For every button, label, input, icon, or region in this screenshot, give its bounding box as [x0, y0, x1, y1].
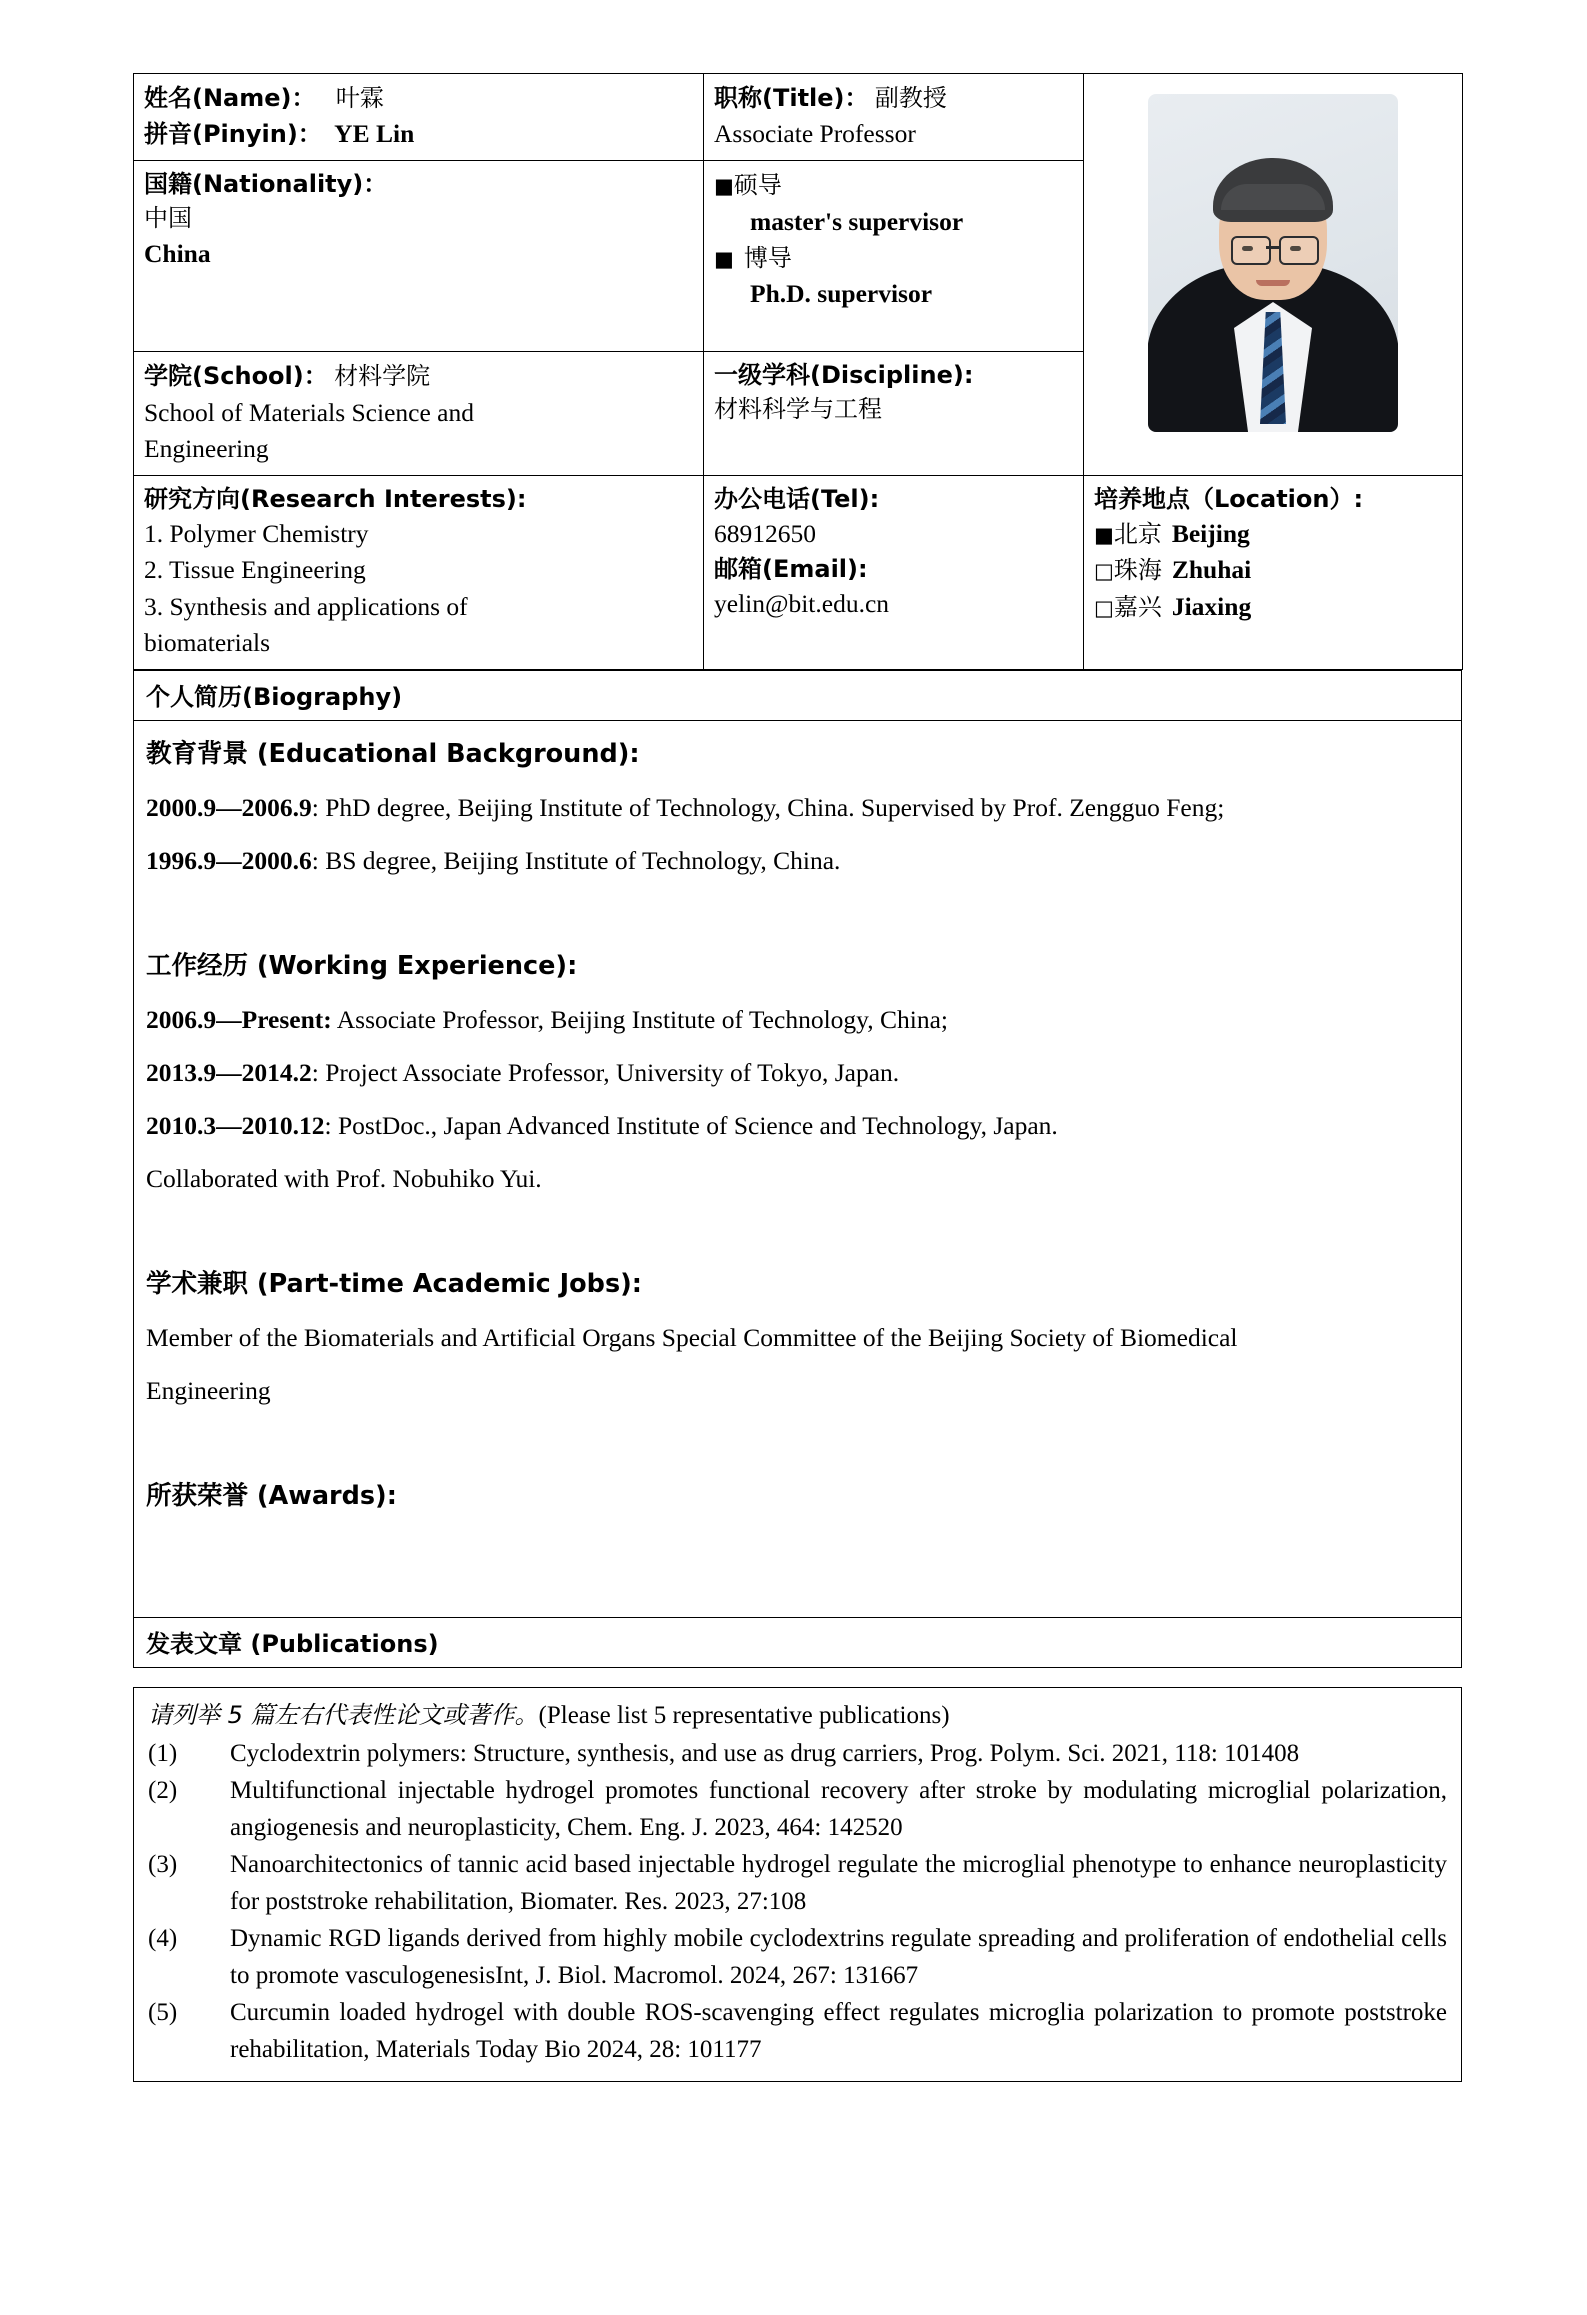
discipline-label: 一级学科(Discipline): [714, 361, 974, 390]
publication-text: Multifunctional injectable hydrogel promotes functional recovery after stroke by modulating microglial polarization, angiogenesis and neuroplasticity, Chem. Eng. J. 2023, 464: 142520 [230, 1777, 1447, 1841]
publication-number: (5) [148, 1999, 178, 2026]
cell-title [704, 74, 1084, 161]
location-option-beijing[interactable] [1094, 516, 1452, 552]
work-entry [146, 1046, 1449, 1099]
cell-contact [704, 476, 1084, 670]
publications-box [133, 1687, 1462, 2082]
list-item [148, 1995, 1447, 2068]
title-english: Associate Professor [714, 119, 916, 149]
parttime-text: Member of the Biomaterials and Artificial Organs Special Committee of the Beijing Society of Biomedical Engineering [146, 1323, 1238, 1406]
biography-header: 个人简历(Biography) [146, 683, 403, 711]
biography-header-row [134, 671, 1462, 721]
cell-photo [1084, 74, 1463, 476]
phd-supervisor-cn: 博导 [743, 243, 792, 272]
checkbox-zhuhai[interactable]: □ [1094, 559, 1114, 584]
work-text: : PostDoc., Japan Advanced Institute of Science and Technology, Japan. [324, 1111, 1058, 1141]
portrait-photo [1148, 94, 1398, 432]
publication-text: Cyclodextrin polymers: Structure, synthesis, and use as drug carriers, Prog. Polym. Sci. 2021, 118: 101408 [230, 1739, 1300, 1767]
checkbox-phd-supervisor[interactable]: ■ [714, 246, 734, 271]
education-text: : BS degree, Beijing Institute of Technology, China. [311, 846, 841, 876]
name-label: 姓名(Name)： [144, 84, 316, 112]
checkbox-beijing[interactable]: ■ [1094, 523, 1114, 548]
spacer-line [146, 1205, 1449, 1258]
work-entry [146, 993, 1449, 1046]
location-option-jiaxing[interactable] [1094, 589, 1452, 625]
work-extra: Collaborated with Prof. Nobuhiko Yui. [146, 1164, 542, 1194]
work-heading: 工作经历 (Working Experience): [146, 951, 578, 982]
cell-nationality [134, 161, 704, 352]
checkbox-jiaxing[interactable]: □ [1094, 595, 1114, 620]
cell-biography-body [134, 721, 1462, 1618]
email-label: 邮箱(Email): [714, 555, 868, 584]
list-item [148, 1921, 1447, 1994]
publications-note-en: (Please list 5 representative publications) [538, 1702, 950, 1729]
master-supervisor-en: master's supervisor [750, 206, 964, 236]
cell-supervisor [704, 161, 1084, 352]
list-item [148, 1847, 1447, 1920]
publications-list [148, 1736, 1447, 2069]
cell-publications-header [134, 1618, 1462, 1668]
publication-text: Dynamic RGD ligands derived from highly mobile cyclodextrins regulate spreading and proliferation of endothelial cells to promote vasculogenesisInt, J. Biol. Macromol. 2024, 267: 131667 [230, 1925, 1447, 1989]
biography-body-row [134, 721, 1462, 1618]
location-label: 培养地点（Location）: [1094, 485, 1364, 514]
education-heading: 教育背景 (Educational Background): [146, 739, 640, 769]
nationality-label: 国籍(Nationality)： [144, 170, 388, 199]
work-text: : Project Associate Professor, University of Tokyo, Japan. [311, 1058, 900, 1088]
work-period: 2010.3—2010.12 [146, 1111, 325, 1141]
location-zhuhai-cn: 珠海 [1113, 556, 1162, 585]
cell-biography-header [134, 671, 1462, 721]
nationality-chinese: 中国 [144, 204, 192, 233]
tel-value: 68912650 [714, 519, 816, 549]
publication-number: (2) [148, 1777, 178, 1804]
work-period: 2006.9—Present: [146, 1005, 332, 1035]
school-english-line1: School of Materials Science and [144, 397, 474, 427]
research-item: 1. Polymer Chemistry [144, 519, 369, 549]
title-label: 职称(Title)： [714, 84, 869, 112]
cell-research-interests [134, 476, 704, 670]
work-period: 2013.9—2014.2 [146, 1058, 312, 1088]
publications-header-row [134, 1618, 1462, 1668]
tel-label: 办公电话(Tel): [714, 485, 880, 514]
location-beijing-en: Beijing [1171, 519, 1250, 549]
education-entry [146, 834, 1449, 887]
nationality-english: China [144, 238, 211, 268]
pinyin-value: YE Lin [334, 119, 415, 149]
publication-text: Nanoarchitectonics of tannic acid based injectable hydrogel regulate the microglial phenotype to enhance neuroplasticity for poststroke rehabilitation, Biomater. Res. 2023, 27:108 [230, 1851, 1447, 1915]
education-text: : PhD degree, Beijing Institute of Technology, China. Supervised by Prof. Zengguo Feng; [311, 793, 1225, 823]
location-beijing-cn: 北京 [1113, 520, 1162, 549]
work-entry [146, 1099, 1449, 1152]
education-entry [146, 781, 1449, 834]
cell-school [134, 352, 704, 476]
list-item [148, 1773, 1447, 1846]
location-jiaxing-en: Jiaxing [1171, 591, 1252, 621]
location-jiaxing-cn: 嘉兴 [1113, 592, 1162, 621]
research-item: biomaterials [144, 627, 271, 657]
publication-number: (3) [148, 1851, 178, 1878]
education-period: 2000.9—2006.9 [146, 793, 312, 823]
school-value: 材料学院 [334, 362, 431, 391]
parttime-heading: 学术兼职 (Part-time Academic Jobs): [146, 1269, 642, 1300]
phd-supervisor-en: Ph.D. supervisor [750, 279, 933, 309]
discipline-value: 材料科学与工程 [714, 395, 882, 424]
table-row-research [134, 476, 1463, 670]
publication-text: Curcumin loaded hydrogel with double ROS-scavenging effect regulates microglia polarization to promote poststroke rehabilitation, Materials Today Bio 2024, 28: 101177 [230, 1999, 1447, 2063]
table-row-name [134, 74, 1463, 161]
title-value: 副教授 [874, 84, 947, 112]
cell-name [134, 74, 704, 161]
research-item: 3. Synthesis and applications of [144, 591, 468, 621]
biography-table [133, 670, 1462, 1668]
spacer-line [146, 887, 1449, 940]
location-zhuhai-en: Zhuhai [1171, 555, 1252, 585]
publications-note-cn: 请列举 5 篇左右代表性论文或著作。 [148, 1701, 539, 1729]
checkbox-master-supervisor[interactable]: ■ [714, 174, 734, 199]
school-label: 学院(School)： [144, 362, 328, 391]
name-value: 叶霖 [335, 84, 384, 112]
publications-note [148, 1698, 1447, 1734]
location-option-zhuhai[interactable] [1094, 552, 1452, 588]
school-english-line2: Engineering [144, 433, 269, 463]
publication-number: (4) [148, 1925, 178, 1952]
research-interests-label: 研究方向(Research Interests): [144, 485, 527, 514]
pinyin-label: 拼音(Pinyin)： [144, 120, 322, 149]
list-item [148, 1736, 1447, 1773]
cell-location [1084, 476, 1463, 670]
master-supervisor-cn: 硕导 [733, 171, 782, 200]
publication-number: (1) [148, 1739, 178, 1767]
email-value[interactable]: yelin@bit.edu.cn [714, 589, 890, 619]
publications-header: 发表文章 (Publications) [146, 1630, 439, 1658]
awards-heading: 所获荣誉 (Awards): [146, 1481, 397, 1512]
education-period: 1996.9—2000.6 [146, 846, 312, 876]
cell-discipline [704, 352, 1084, 476]
profile-info-table [133, 73, 1463, 670]
spacer-line [146, 1417, 1449, 1470]
research-item: 2. Tissue Engineering [144, 555, 366, 585]
work-text: Associate Professor, Beijing Institute of Technology, China; [331, 1005, 948, 1035]
